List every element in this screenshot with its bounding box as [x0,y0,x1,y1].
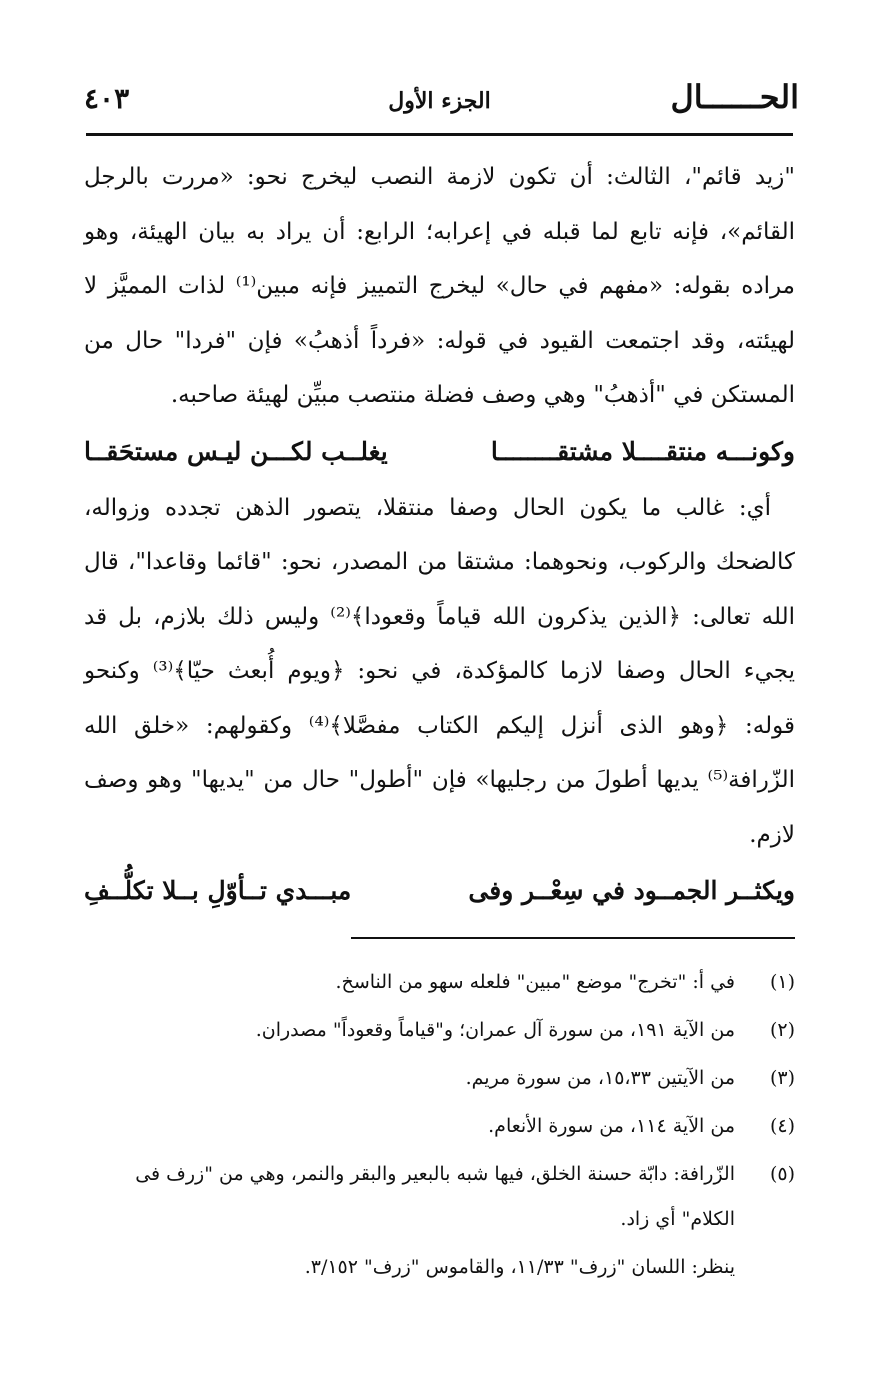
footnote-number: (١) [769,971,795,993]
footnote-5 [84,1152,795,1242]
footnote-4 [84,1104,795,1149]
footnote-text: في أ: "تخرج" موضع "مبين" فلعله سهو من الناسخ. [335,971,735,993]
page-number: ٤٠٣ [84,82,130,115]
header-rule [86,133,793,136]
footnote-2 [84,1008,795,1053]
footnote-text: من الآيتين ١٥،٣٣، من سورة مريم. [465,1067,735,1089]
footnote-1 [84,960,795,1005]
paragraph-1: "زيد قائم"، الثالث: أن تكون لازمة النصب ليخرج نحو: «مررت بالرجل القائم»، فإنه تابع لما قبله في إعرابه؛ الرابع: أن يراد به بيان الهيئة، وهو مراده بقوله: «مفهم في حال» ليخرج التمييز فإنه مبين⁽¹⁾ لذات المميَّز لا لهيئته، وقد اجتمعت القيود في قوله: «فرداً أذهبُ» فإن "فردا" حال من المستكن في "أذهبُ" وهي وصف فضلة منتصب مبيِّن لهيئة صاحبه. [84,164,795,408]
footnote-text: الزّرافة: دابّة حسنة الخلق، فيها شبه بالبعير والبقر والنمر، وهي من "زرف فى الكلام" أي زاد. [135,1163,735,1230]
running-header [80,78,799,128]
footnote-number: (٤) [769,1115,795,1137]
main-text [84,150,795,920]
verse-line-2 [84,862,795,920]
footnotes [84,960,795,1290]
paragraph-2: أي: غالب ما يكون الحال وصفا منتقلا، يتصور الذهن تجدده وزواله، كالضحك والركوب، ونحوهما: مشتقا من المصدر، نحو: "قائما وقاعدا"، قال الله تعالى: ﴿الذين يذكرون الله قياماً وقعودا﴾⁽²⁾ وليس ذلك بلازم، بل قد يجيء الحال وصفا لازما كالمؤكدة، في نحو: ﴿ويوم أُبعث حيّا﴾⁽³⁾ وكنحو قوله: ﴿وهو الذى أنزل إليكم الكتاب مفصَّلا﴾⁽⁴⁾ وكقولهم: «خلق الله الزّرافة⁽⁵⁾ يديها أطولَ من رجليها» فإن "أطول" حال من "يديها" وهو وصف لازم. [84,494,796,848]
footnote-separator [351,937,795,939]
verse-line-1 [84,423,795,481]
footnote-number: (٥) [769,1163,795,1185]
footnote-5-source: ينظر: اللسان "زرف" ١١/٣٣، والقاموس "زرف" ٣/١٥٢. [304,1256,735,1278]
footnote-text: من الآية ١٩١، من سورة آل عمران؛ و"قياماً وقعوداً" مصدران. [255,1019,735,1041]
footnote-text: من الآية ١١٤، من سورة الأنعام. [488,1115,735,1137]
verse-1-second-hemistich: يغلــب لكـــن ليـس مستحَقــا [84,436,388,466]
part-title: الجزء الأول [388,88,491,114]
footnote-number: (٣) [769,1067,795,1089]
verse-2-second-hemistich: مبـــدي تــأوّلِ بــلا تكلُّــفِ [84,876,352,905]
verse-1-first-hemistich: وكونـــه منتقــــلا مشتقــــــــا [490,436,795,466]
chapter-title: الحــــــال [670,78,799,116]
footnote-number: (٢) [769,1019,795,1041]
verse-2-first-hemistich: ويكثــر الجمــود في سِعْــر وفى [468,876,795,905]
footnote-3 [84,1056,795,1101]
